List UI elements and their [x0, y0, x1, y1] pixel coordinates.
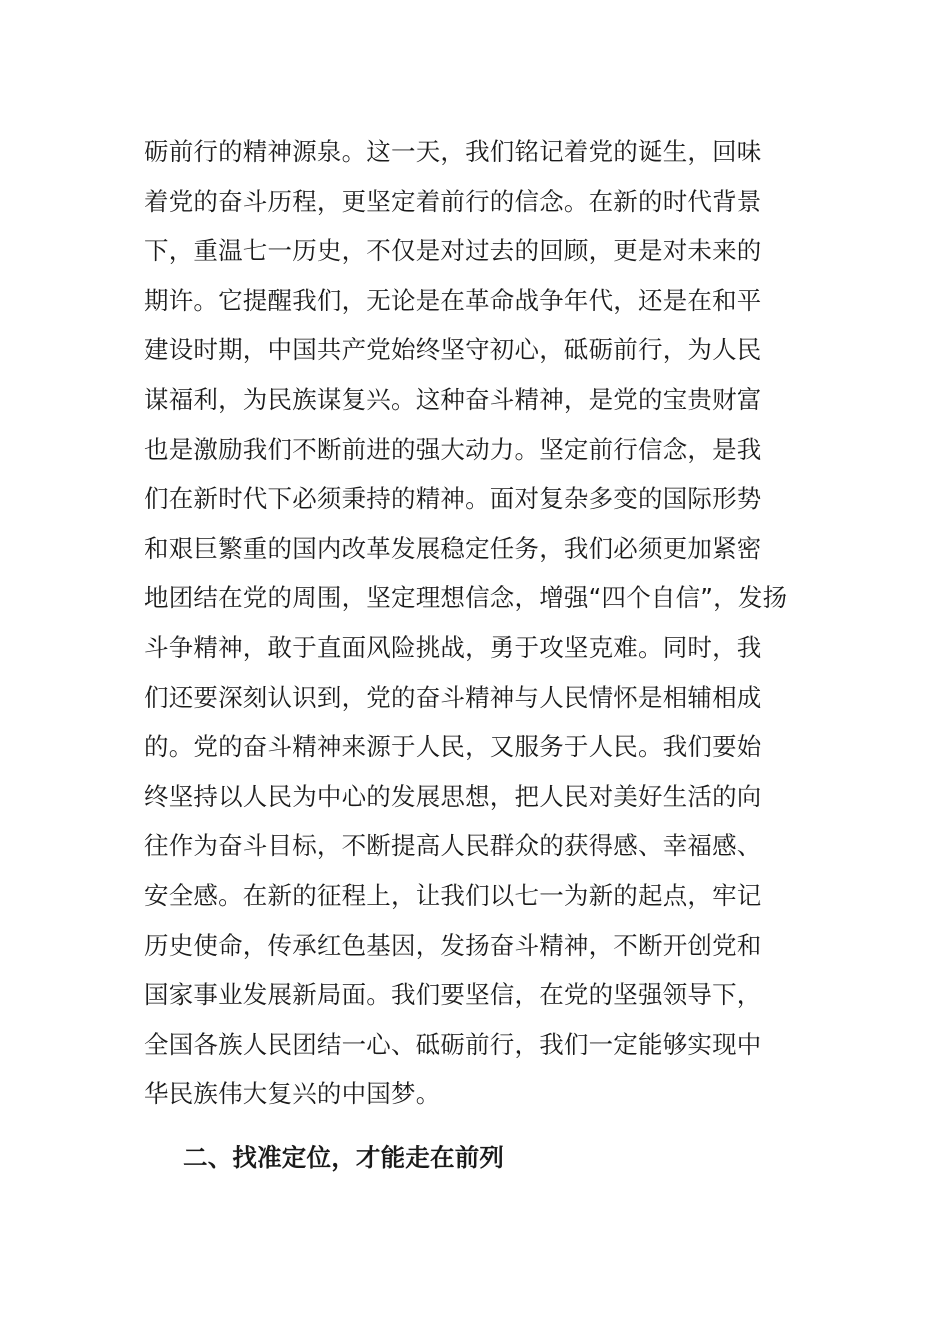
text-line: 和艰巨繁重的国内改革发展稳定任务，我们必须更加紧密: [144, 533, 762, 563]
text-line: 下，重温七一历史，不仅是对过去的回顾，更是对未来的: [144, 236, 762, 266]
text-line: 建设时期，中国共产党始终坚守初心，砥砺前行，为人民: [144, 335, 762, 365]
text-line: 地团结在党的周围，坚定理想信念，增强“四个自信”，发扬: [144, 583, 788, 613]
text-line: 谋福利，为民族谋复兴。这种奋斗精神，是党的宝贵财富: [144, 384, 762, 414]
text-line: 安全感。在新的征程上，让我们以七一为新的起点，牢记: [144, 880, 762, 910]
text-line: 斗争精神，敢于直面风险挑战，勇于攻坚克难。同时，我: [144, 632, 762, 662]
body-paragraph: [144, 127, 810, 1119]
text-line: 终坚持以人民为中心的发展思想，把人民对美好生活的向: [144, 781, 762, 811]
section-heading: 二、找准定位，才能走在前列: [183, 1143, 505, 1172]
text-line: 砺前行的精神源泉。这一天，我们铭记着党的诞生，回味: [144, 137, 762, 166]
text-line: 历史使命，传承红色基因，发扬奋斗精神，不断开创党和: [144, 930, 762, 960]
text-line: 们还要深刻认识到，党的奋斗精神与人民情怀是相辅相成: [144, 682, 762, 712]
text-line: 期许。它提醒我们，无论是在革命战争年代，还是在和平: [144, 285, 762, 315]
text-line: 华民族伟大复兴的中国梦。: [144, 1079, 441, 1109]
text-line: 也是激励我们不断前进的强大动力。坚定前行信念，是我: [144, 434, 762, 464]
text-line: 们在新时代下必须秉持的精神。面对复杂多变的国际形势: [144, 484, 762, 514]
text-line: 的。党的奋斗精神来源于人民，又服务于人民。我们要始: [144, 732, 762, 762]
text-line: 着党的奋斗历程，更坚定着前行的信念。在新的时代背景: [144, 186, 762, 216]
text-line: 全国各族人民团结一心、砥砺前行，我们一定能够实现中: [144, 1029, 762, 1059]
text-line: 往作为奋斗目标，不断提高人民群众的获得感、幸福感、: [144, 831, 762, 861]
text-line: 国家事业发展新局面。我们要坚信，在党的坚强领导下，: [144, 980, 762, 1010]
